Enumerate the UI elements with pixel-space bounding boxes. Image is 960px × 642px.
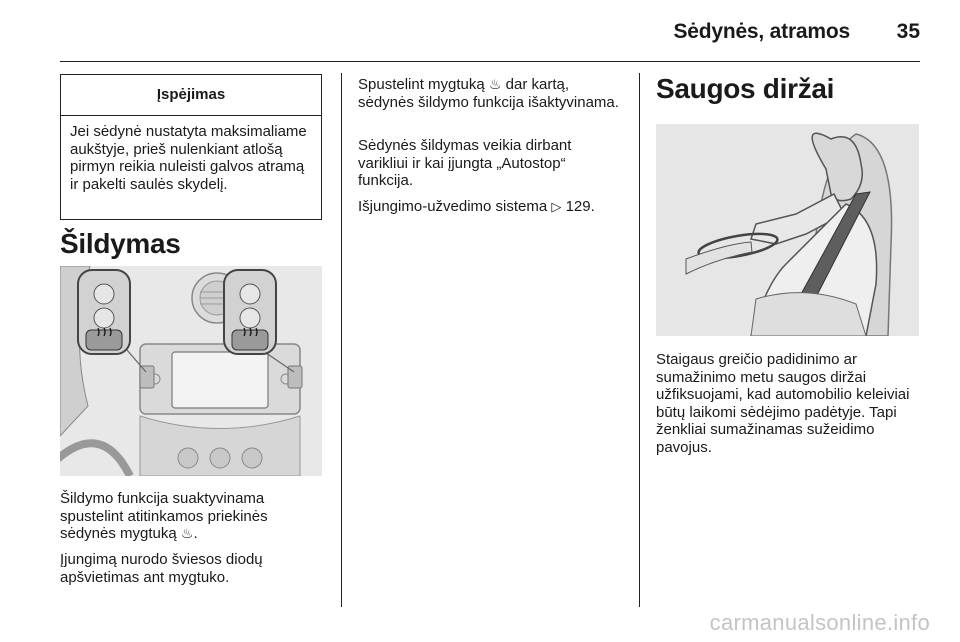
seat-heating-icon: ♨ bbox=[180, 525, 194, 541]
heating-paragraph-1 bbox=[60, 490, 322, 543]
page-number: 35 bbox=[896, 20, 920, 43]
dashboard-drawing bbox=[60, 266, 322, 476]
heating-controls-illustration bbox=[60, 266, 322, 476]
column-divider-right bbox=[639, 73, 640, 607]
cross-reference-text: Išjungimo-užvedimo sistema bbox=[358, 198, 548, 215]
seatbelt-drawing bbox=[656, 124, 919, 336]
cross-reference-page: 129. bbox=[565, 198, 595, 215]
seatbelts-paragraph: Staigaus greičio padidinimo ar sumažinimo metu saugos diržai užfiksuojami, kad automobilio keleiviai būtų laikomi sėdėjimo padėtyje. Tapi ženkliai sumažinamas sužeidimo pavojus. bbox=[656, 351, 910, 456]
seatbelts-heading: Saugos diržai bbox=[656, 73, 835, 104]
seat-heating-icon: ♨ bbox=[488, 76, 502, 92]
middle-paragraph-2: Sėdynės šildymas veikia dirbant varikliui ir kai įjungta „Autostop“ funkcija. bbox=[358, 137, 572, 189]
heating-heading: Šildymas bbox=[60, 228, 181, 259]
header-divider bbox=[60, 61, 920, 62]
heating-paragraph-1-end: . bbox=[193, 525, 198, 542]
watermark: carmanualsonline.info bbox=[709, 610, 930, 635]
heating-paragraph-1-text: Šildymo funkcija suaktyvinama spustelint atitinkamos priekinės sėdynės mygtuką bbox=[60, 490, 268, 542]
page-header-title: Sėdynės, atramos bbox=[673, 20, 850, 43]
cross-reference-arrow-icon: ▷ bbox=[551, 199, 562, 214]
column-divider-left bbox=[341, 73, 342, 607]
seatbelt-illustration bbox=[656, 124, 919, 336]
warning-title: Įspėjimas bbox=[61, 75, 321, 116]
heating-paragraph-2: Įjungimą nurodo šviesos diodų apšvietimas ant mygtuko. bbox=[60, 551, 263, 586]
middle-paragraph-1 bbox=[358, 76, 622, 111]
middle-paragraph-3 bbox=[358, 198, 622, 216]
middle-paragraph-1-start: Spustelint mygtuką bbox=[358, 76, 485, 93]
warning-text: Jei sėdynė nustatyta maksimaliame aukštyje, prieš nulenkiant atlošą pirmyn reikia nuleisti galvos atramą ir pakelti saulės skydelį. bbox=[70, 123, 307, 193]
middle-paragraph-1-end: dar kartą, sėdynės šildymo funkcija išaktyvinama. bbox=[358, 76, 619, 111]
warning-box bbox=[60, 74, 322, 220]
